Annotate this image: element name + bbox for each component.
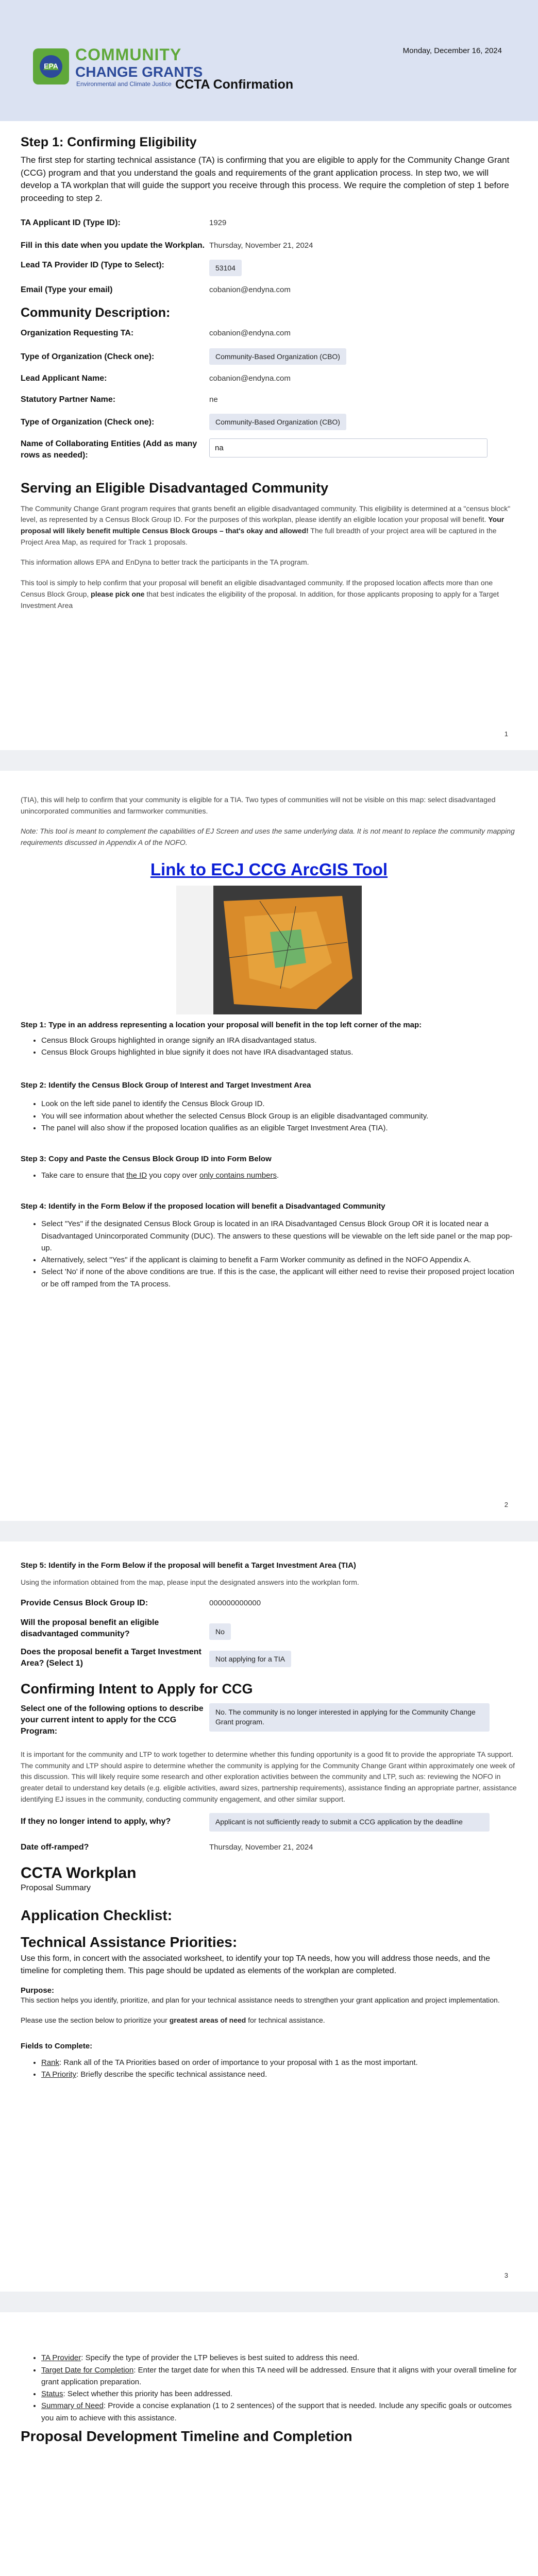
serving-text: The full breadth of your project area will be captured in the Project Area Map, as required for Track 1 proposals. bbox=[21, 527, 497, 546]
serving-paragraph-2: This information allows EPA and EnDyna to better track the participants in the TA program. bbox=[21, 558, 309, 567]
field-term: TA Priority bbox=[41, 2070, 77, 2079]
bullet-text: you copy over bbox=[147, 1171, 199, 1180]
serving-paragraph-1 bbox=[21, 503, 517, 548]
field-label: Select one of the following options to describe your current intent to apply for the CCG Program: bbox=[21, 1704, 204, 1736]
map-step4-list bbox=[21, 1218, 517, 1290]
page-2 bbox=[0, 771, 538, 1521]
step5-intro: Using the information obtained from the map, please input the designated answers into the workplan form. bbox=[21, 1578, 359, 1586]
map-step4-title: Step 4: Identify in the Form Below if the proposed location will benefit a Disadvantaged Community bbox=[21, 1202, 385, 1211]
field-label: Type of Organization (Check one): bbox=[21, 417, 155, 427]
field-row bbox=[21, 1813, 517, 1832]
field-row bbox=[21, 394, 517, 405]
bullet-text: the ID bbox=[126, 1171, 147, 1180]
field-label: Does the proposal benefit a Target Investment Area? (Select 1) bbox=[21, 1647, 201, 1668]
map-step3-title: Step 3: Copy and Paste the Census Block Group ID into Form Below bbox=[21, 1155, 272, 1163]
field-desc: : Provide a concise explanation (1 to 2 sentences) of the support that is needed. Include any specific goals or outcomes you aim to achieve with this assistance. bbox=[41, 2401, 512, 2422]
intent-paragraph: It is important for the community and LTP to work together to determine whether this funding opportunity is a good fit to provide the appropriate TA support. The community and LTP should aspire to determine whether the community is applying for the Community Change Grant within approximately one week of this discussion. This will likely require some research and other exploration activities between the community and LTP, such as: reviewing the NOFO in greater detail to understand key details (e.g. eligible activities, award sizes, partnership requirements), assistance finding an appropriate partner, assistance identifying EJ issues in the community, conducting community engagement, and other similar support. bbox=[21, 1750, 517, 1803]
serving-text: This tool is simply to help confirm that your proposal will benefit an eligible disadvantaged community. If the proposed location affects more than one Census Block Group, bbox=[21, 579, 493, 598]
prioritize-text: for technical assistance. bbox=[246, 2016, 325, 2025]
step1-intro: The first step for starting technical assistance (TA) is confirming that you are eligible to apply for the Community Change Grant (CCG) program and that you understand the goals and requirements of the grant application process. In step two, we will develop a TA workplan that will guide the support you receive through this process. We require the completion of step 1 before proceeding to step 2. bbox=[21, 155, 510, 203]
intent-select[interactable]: No. The community is no longer interested in applying for the Community Change Grant program. bbox=[209, 1703, 490, 1732]
list-item: • You will see information about whether the selected Census Block Group is an eligible disadvantaged community. bbox=[41, 1110, 517, 1122]
organization-type-select[interactable]: Community-Based Organization (CBO) bbox=[209, 348, 346, 365]
serving-paragraph-3 bbox=[21, 578, 517, 611]
bullet-text: . bbox=[276, 1171, 279, 1180]
field-row bbox=[21, 1647, 517, 1670]
field-row bbox=[21, 284, 517, 296]
serving-heading: Serving an Eligible Disadvantaged Community bbox=[21, 480, 329, 496]
map-step1-title: Step 1: Type in an address representing a location your proposal will benefit in the top left corner of the map: bbox=[21, 1020, 422, 1029]
map-step2-title: Step 2: Identify the Census Block Group of Interest and Target Investment Area bbox=[21, 1081, 311, 1090]
logo-line3: Environmental and Climate Justice bbox=[76, 80, 172, 88]
field-row bbox=[21, 1598, 517, 1609]
serving-text: The Community Change Grant program requires that grants benefit an eligible disadvantaged community. This eligibility is determined at a "census block" level, as represented by a Census Block Group ID. For the purposes of this workplan, please identify an eligible location your proposal will benefit. bbox=[21, 504, 511, 524]
field-term: Summary of Need bbox=[41, 2401, 104, 2411]
field-row bbox=[21, 328, 517, 339]
community-form bbox=[21, 328, 517, 462]
field-row bbox=[21, 240, 517, 251]
collaborating-entities-input[interactable]: na bbox=[209, 438, 487, 457]
field-label: Provide Census Block Group ID: bbox=[21, 1598, 148, 1607]
list-item: • Select "Yes" if the designated Census Block Group is located in an IRA Disadvantaged Census Block Group OR it is located near a Disadvantaged Unincorporated Community (DUC). The answers to these questions will be viewable on the left side panel or the map pop-up. bbox=[41, 1218, 517, 1254]
no-intent-reason-select[interactable]: Applicant is not sufficiently ready to submit a CCG application by the deadline bbox=[209, 1813, 490, 1832]
field-label: Type of Organization (Check one): bbox=[21, 352, 155, 362]
page-3 bbox=[0, 1541, 538, 2292]
partner-organization-type-select[interactable]: Community-Based Organization (CBO) bbox=[209, 414, 346, 430]
note-paragraph: Note: This tool is meant to complement the capabilities of EJ Screen and uses the same underlying data. It is not meant to replace the community mapping requirements discussed in Appendix A of the NOFO. bbox=[21, 827, 515, 847]
priorities-heading: Technical Assistance Priorities: bbox=[21, 1934, 238, 1951]
list-item bbox=[41, 1170, 517, 1181]
bullet-text: only contains numbers bbox=[199, 1171, 277, 1180]
workplan-subtitle: Proposal Summary bbox=[21, 1884, 91, 1893]
field-row bbox=[21, 438, 517, 462]
field-label: Email (Type your email) bbox=[21, 285, 113, 295]
census-block-group-id-field[interactable]: 000000000000 bbox=[209, 1598, 261, 1607]
map-region-icon bbox=[213, 886, 362, 1014]
field-label: TA Applicant ID (Type ID): bbox=[21, 218, 121, 227]
logo-badge: EPA bbox=[44, 62, 58, 70]
checklist-heading: Application Checklist: bbox=[21, 1907, 173, 1924]
document-title: CCTA Confirmation bbox=[175, 77, 294, 92]
list-item bbox=[41, 2069, 517, 2080]
field-label: Date off-ramped? bbox=[21, 1842, 89, 1852]
field-desc: : Briefly describe the specific technical assistance need. bbox=[76, 2070, 267, 2079]
field-row bbox=[21, 1617, 517, 1640]
map-side-panel bbox=[176, 886, 213, 1014]
list-item: • Census Block Groups highlighted in blue signify it does not have IRA disadvantaged status. bbox=[41, 1046, 517, 1058]
field-term: Target Date for Completion bbox=[41, 2365, 134, 2375]
serving-text: that best indicates the eligibility of the proposal. In addition, for those applicants proposing to apply for a Target Investment Area bbox=[21, 589, 499, 609]
tia-form bbox=[21, 1598, 517, 1670]
page-1 bbox=[0, 0, 538, 750]
disadvantaged-community-select[interactable]: No bbox=[209, 1623, 231, 1640]
page-3-body bbox=[21, 1561, 517, 2081]
eligibility-form bbox=[21, 217, 517, 296]
header-date: Monday, December 16, 2024 bbox=[402, 46, 502, 55]
page-number: 1 bbox=[504, 730, 508, 738]
map-step2-list bbox=[21, 1098, 517, 1134]
map-step3-list bbox=[21, 1170, 517, 1181]
list-item bbox=[41, 2364, 517, 2388]
map-screenshot bbox=[176, 886, 362, 1014]
field-desc: : Select whether this priority has been addressed. bbox=[63, 2389, 233, 2398]
lead-applicant-field[interactable]: cobanion@endyna.com bbox=[209, 374, 291, 383]
field-row bbox=[21, 217, 517, 229]
field-term: Status bbox=[41, 2389, 63, 2398]
workplan-date-value[interactable]: Thursday, November 21, 2024 bbox=[209, 241, 313, 250]
intent-heading: Confirming Intent to Apply for CCG bbox=[21, 1681, 253, 1697]
fields-list bbox=[21, 2057, 517, 2081]
field-term: TA Provider bbox=[41, 2353, 81, 2363]
list-item bbox=[41, 2057, 517, 2069]
fields-list-continued bbox=[21, 2340, 517, 2424]
off-ramp-date-field[interactable]: Thursday, November 21, 2024 bbox=[209, 1842, 313, 1852]
list-item: • Census Block Groups highlighted in orange signify an IRA disadvantaged status. bbox=[41, 1035, 517, 1046]
field-label: Statutory Partner Name: bbox=[21, 395, 116, 404]
field-row bbox=[21, 414, 517, 430]
page-4 bbox=[0, 2312, 538, 2576]
field-label: Organization Requesting TA: bbox=[21, 328, 134, 337]
page-4-body bbox=[21, 2340, 517, 2445]
field-label: Name of Collaborating Entities (Add as many rows as needed): bbox=[21, 439, 197, 460]
list-item bbox=[41, 2388, 517, 2400]
step5-title: Step 5: Identify in the Form Below if the proposal will benefit a Target Investment Area (TIA) bbox=[21, 1561, 356, 1570]
field-desc: : Enter the target date for when this TA need will be addressed. Ensure that it aligns with your overall timeline for grant application preparation. bbox=[41, 2365, 517, 2386]
arcgis-tool-link[interactable]: Link to ECJ CCG ArcGIS Tool bbox=[150, 859, 388, 879]
logo-line1: COMMUNITY bbox=[75, 45, 182, 64]
field-row bbox=[21, 373, 517, 384]
list-item bbox=[41, 2352, 517, 2364]
organization-field[interactable]: cobanion@endyna.com bbox=[209, 328, 291, 337]
bullet-text: Take care to ensure that bbox=[41, 1171, 127, 1180]
workplan-heading: CCTA Workplan bbox=[21, 1865, 137, 1882]
prioritize-text: Please use the section below to prioritize your bbox=[21, 2016, 170, 2025]
field-label: Will the proposal benefit an eligible disadvantaged community? bbox=[21, 1618, 159, 1639]
link-wrapper bbox=[21, 860, 517, 879]
list-item: • The panel will also show if the proposed location qualifies as an eligible Target Investment Area (TIA). bbox=[41, 1122, 517, 1134]
timeline-heading: Proposal Development Timeline and Completion bbox=[21, 2428, 352, 2444]
map-step1-list bbox=[21, 1035, 517, 1059]
community-description-heading: Community Description: bbox=[21, 305, 171, 320]
purpose-text: This section helps you identify, prioritize, and plan for your technical assistance needs to strengthen your grant application and project implementation. bbox=[21, 1995, 500, 2004]
priorities-intro: Use this form, in concert with the associated worksheet, to identify your top TA needs, how you will address those needs, and the timeline for completing them. This page should be updated as elements of the workplan are completed. bbox=[21, 1954, 491, 1975]
field-row bbox=[21, 1842, 517, 1853]
list-item: • Select 'No' if none of the above conditions are true. If this is the case, the applicant will either need to revise their proposed project location or be off ramped from the TA process. bbox=[41, 1266, 517, 1290]
logo-line2: CHANGE GRANTS bbox=[75, 64, 203, 80]
list-item bbox=[41, 2400, 517, 2424]
target-investment-area-select[interactable]: Not applying for a TIA bbox=[209, 1651, 291, 1667]
field-term: Rank bbox=[41, 2058, 60, 2067]
field-desc: : Specify the type of provider the LTP believes is best suited to address this need. bbox=[81, 2353, 360, 2363]
field-row bbox=[21, 1703, 517, 1738]
page-number: 2 bbox=[504, 1501, 508, 1509]
field-label: Lead Applicant Name: bbox=[21, 374, 107, 383]
prioritize-emphasis: greatest areas of need bbox=[169, 2016, 246, 2025]
page-number: 3 bbox=[504, 2272, 508, 2279]
page-header bbox=[0, 0, 538, 121]
list-item: • Alternatively, select "Yes" if the applicant is claiming to benefit a Farm Worker community as defined in the NOFO Appendix A. bbox=[41, 1254, 517, 1266]
field-row bbox=[21, 260, 517, 276]
field-label: Fill in this date when you update the Workplan. bbox=[21, 241, 205, 250]
prioritize-paragraph bbox=[21, 2015, 517, 2026]
page-1-body bbox=[21, 135, 517, 611]
list-item: • Look on the left side panel to identify the Census Block Group ID. bbox=[41, 1098, 517, 1110]
purpose-label: Purpose: bbox=[21, 1986, 55, 1995]
fields-label: Fields to Complete: bbox=[21, 2042, 93, 2051]
email-field[interactable]: cobanion@endyna.com bbox=[209, 285, 291, 295]
ta-applicant-id-value[interactable]: 1929 bbox=[209, 218, 227, 227]
field-label: Lead TA Provider ID (Type to Select): bbox=[21, 261, 164, 270]
lead-ta-provider-select[interactable]: 53104 bbox=[209, 260, 242, 276]
page-2-body bbox=[21, 794, 517, 1290]
statutory-partner-field[interactable]: ne bbox=[209, 395, 218, 404]
step1-heading: Step 1: Confirming Eligibility bbox=[21, 135, 197, 149]
field-label: If they no longer intend to apply, why? bbox=[21, 1817, 171, 1826]
serving-emphasis: please pick one bbox=[91, 589, 145, 598]
serving-emphasis: Your proposal will likely benefit multiple Census Block Groups – that's okay and allowed! bbox=[21, 515, 505, 535]
field-desc: : Rank all of the TA Priorities based on order of importance to your proposal with 1 as the most important. bbox=[59, 2058, 418, 2067]
field-row bbox=[21, 348, 517, 365]
tia-paragraph: (TIA), this will help to confirm that your community is eligible for a TIA. Two types of communities will not be visible on this map: select disadvantaged unincorporated communities and farmworker communities. bbox=[21, 795, 496, 815]
list-item bbox=[41, 2340, 517, 2352]
